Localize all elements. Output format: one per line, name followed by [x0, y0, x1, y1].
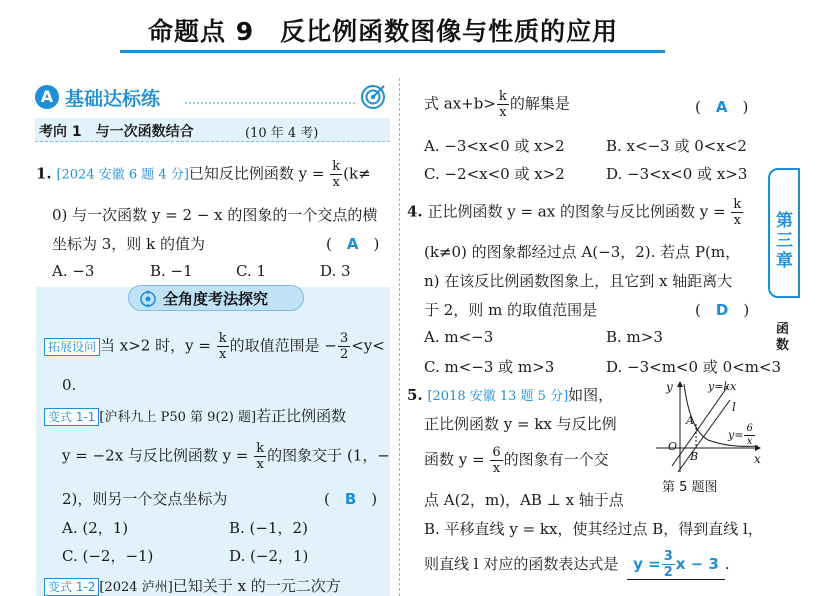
header-underline-right	[275, 50, 665, 53]
q5-frac-num: 6	[492, 445, 501, 460]
q5-end: .	[724, 555, 730, 573]
q1-answer-slot: ( A )	[326, 235, 380, 253]
v11-frac-num: k	[256, 441, 265, 456]
cont-frac-den: x	[499, 105, 507, 120]
v11-option-b: B. (−1，2)	[229, 519, 308, 537]
q1-fraction	[330, 160, 342, 189]
q4-option-b: B. m>3	[606, 328, 663, 346]
ext-text1b: 的取值范围是 −	[229, 336, 337, 355]
q5-answer-frac-den: 2	[663, 565, 673, 580]
q4-option-d: D. −3<m<0 或 0<m<3	[606, 358, 782, 376]
section-a-dots	[185, 102, 355, 104]
q1-answer: A	[346, 235, 359, 253]
q1-frac-num: k	[332, 159, 341, 174]
fig-label-y: y	[666, 380, 673, 394]
fig-label-curve	[728, 424, 756, 447]
q5-answer-box	[627, 550, 725, 580]
cont-fraction	[497, 90, 509, 119]
fig-curve-fraction	[744, 424, 754, 447]
q4-number: 4.	[407, 202, 423, 221]
cont-answer-slot: ( A )	[695, 98, 749, 116]
fig-label-b: B	[690, 450, 699, 463]
q5-line4: 点 A(2，m)，AB ⊥ x 轴于点	[424, 491, 624, 509]
q4-line3: n) 在该反比例函数图象上，且它到 x 轴距离大	[424, 272, 733, 290]
q4-line1	[407, 198, 744, 227]
cont-text1: 式 ax+b>	[424, 94, 496, 113]
q5-answer-pre: y =	[633, 555, 661, 573]
fig-curve-den: x	[746, 436, 753, 447]
v11-line2	[62, 442, 390, 471]
q5-source: [2018 安徽 13 题 5 分]	[427, 389, 569, 404]
q4-option-a: A. m<−3	[424, 328, 494, 346]
fig-label-ykx: y=kx	[708, 380, 737, 393]
q4-line2: (k≠0) 的图象都经过点 A(−3，2). 若点 P(m，	[424, 243, 741, 261]
direction-count: (10 年 4 考)	[245, 126, 319, 141]
v11-line3: 2)，则另一个交点坐标为	[62, 490, 228, 508]
v11-text2b: 的图象交于 (1，−	[267, 446, 390, 465]
cont-option-c: C. −2<x<0 或 x>2	[424, 165, 565, 183]
v11-answer: B	[344, 490, 357, 508]
chapter-char-3: 章	[776, 251, 793, 271]
ext-range-den: 2	[339, 347, 349, 362]
q4-frac-num: k	[733, 197, 742, 212]
section-a-heading	[35, 84, 390, 112]
explore-title-pill	[128, 285, 304, 311]
v11-text1: 若正比例函数	[256, 407, 347, 425]
target-icon	[360, 84, 386, 110]
q5-line5: B. 平移直线 y = kx，使其经过点 B，得到直线 l，	[424, 520, 763, 538]
ext-range-num: 3	[339, 331, 349, 346]
q5-answer-fraction	[662, 550, 675, 579]
topic-char-2: 数	[776, 338, 790, 353]
q4-answer: D	[715, 301, 729, 319]
v12-line1	[44, 575, 341, 596]
q4-line4: 于 2，则 m 的取值范围是	[424, 301, 598, 319]
q1-frac-den: x	[332, 175, 340, 190]
header-bar	[0, 0, 825, 66]
ext-frac-den: x	[218, 347, 227, 362]
explore-icon	[139, 290, 157, 308]
ext-line1	[44, 332, 385, 361]
cont-line1	[424, 90, 570, 119]
q1-option-d: D. 3	[320, 262, 351, 280]
q5-text3b: 的图象有一个交	[503, 450, 609, 469]
q5-answer-frac-num: 3	[663, 549, 673, 564]
cont-frac-num: k	[498, 89, 507, 104]
direction-bar	[35, 118, 390, 142]
q5-answer-post: x − 3	[675, 555, 719, 573]
ext-text1c: <y<	[351, 336, 385, 355]
ext-tag: 拓展设问	[44, 338, 100, 356]
topic-char-1: 函	[776, 322, 790, 337]
topic-label	[776, 322, 796, 354]
q5-fraction	[490, 446, 502, 475]
q5-text3a: 函数 y =	[424, 450, 485, 469]
q1-line1	[36, 160, 371, 189]
ext-range-fraction	[338, 332, 350, 361]
explore-panel	[36, 287, 390, 596]
v11-option-a: A. (2，1)	[62, 519, 129, 537]
q4-answer-slot: ( D )	[695, 301, 750, 319]
fig-label-l: l	[732, 400, 736, 414]
q4-frac-den: x	[733, 213, 741, 228]
cont-option-a: A. −3<x<0 或 x>2	[424, 137, 565, 155]
cont-answer: A	[715, 98, 728, 116]
q5-line1	[407, 384, 613, 405]
q5-line6	[424, 550, 730, 580]
cont-options	[424, 135, 764, 185]
q5-line3	[424, 446, 609, 475]
cont-text1b: 的解集是	[509, 94, 570, 113]
chapter-tab	[768, 168, 800, 298]
cont-option-d: D. −3<x<0 或 x>3	[606, 165, 748, 183]
v11-answer-slot: ( B )	[324, 490, 378, 508]
fig-caption: 第 5 题图	[662, 480, 718, 495]
fig-curve-pre: y=	[728, 428, 744, 442]
v11-tag: 变式 1-1	[44, 408, 99, 426]
cont-option-b: B. x<−3 或 0<x<2	[606, 137, 747, 155]
ext-frac-num: k	[218, 331, 227, 346]
v12-source: [2024 泸州]	[99, 580, 173, 595]
v12-text1: 已知关于 x 的一元二次方	[172, 577, 341, 595]
q5-frac-den: x	[492, 461, 501, 476]
q1-option-c: C. 1	[236, 262, 267, 280]
chapter-char-1: 第	[776, 211, 793, 231]
section-a-badge: A	[35, 85, 59, 109]
fig-label-a: A	[686, 414, 694, 427]
q4-option-c: C. m<−3 或 m>3	[424, 358, 555, 376]
header-underline-left	[120, 50, 275, 53]
v11-text2: y = −2x 与反比例函数 y =	[62, 446, 249, 465]
chapter-char-2: 三	[776, 231, 793, 251]
fig-curve-num: 6	[746, 423, 753, 434]
v11-option-d: D. (−2，1)	[229, 547, 309, 565]
q1-option-b: B. −1	[150, 262, 193, 280]
q4-options	[424, 328, 782, 378]
direction-label: 考向 1 与一次函数结合	[39, 124, 194, 140]
v11-frac-den: x	[256, 457, 264, 472]
column-divider	[399, 78, 400, 596]
q5-figure	[652, 378, 764, 496]
ext-text1: 当 x>2 时，y =	[100, 336, 211, 355]
q5-text6: 则直线 l 对应的函数表达式是	[424, 555, 619, 573]
v12-tag: 变式 1-2	[44, 578, 99, 596]
q4-text1: 正比例函数 y = ax 的图象与反比例函数 y =	[427, 202, 726, 221]
v11-source: [沪科九上 P50 第 9(2) 题]	[99, 410, 257, 425]
q1-text1: 已知反比例函数 y =	[188, 164, 325, 183]
explore-title: 全角度考法探究	[163, 290, 269, 308]
v11-option-c: C. (−2，−1)	[62, 547, 154, 565]
fig-label-x: x	[754, 452, 761, 466]
q1-text1b: (k≠	[343, 164, 371, 183]
q5-text1: 如图，	[568, 386, 614, 404]
q5-number: 5.	[407, 386, 423, 404]
q5-line2: 正比例函数 y = kx 与反比例	[424, 415, 617, 433]
q1-option-a: A. −3	[52, 262, 95, 280]
page-title: 命题点 9 反比例函数图像与性质的应用	[148, 17, 619, 46]
ext-fraction	[217, 332, 229, 361]
q1-number: 1.	[36, 164, 52, 183]
line-l	[678, 400, 730, 472]
q1-line2: 0) 与一次函数 y = 2 − x 的图象的一个交点的横	[52, 206, 378, 224]
fig-label-o: O	[668, 440, 678, 453]
v11-line1	[44, 405, 346, 426]
q1-source: [2024 安徽 6 题 4 分]	[56, 167, 189, 183]
q1-line3: 坐标为 3，则 k 的值为	[52, 235, 205, 253]
section-a-title: 基础达标练	[65, 88, 161, 110]
q4-fraction	[731, 198, 743, 227]
v11-fraction	[254, 442, 266, 471]
ext-line2: 0.	[62, 376, 77, 394]
